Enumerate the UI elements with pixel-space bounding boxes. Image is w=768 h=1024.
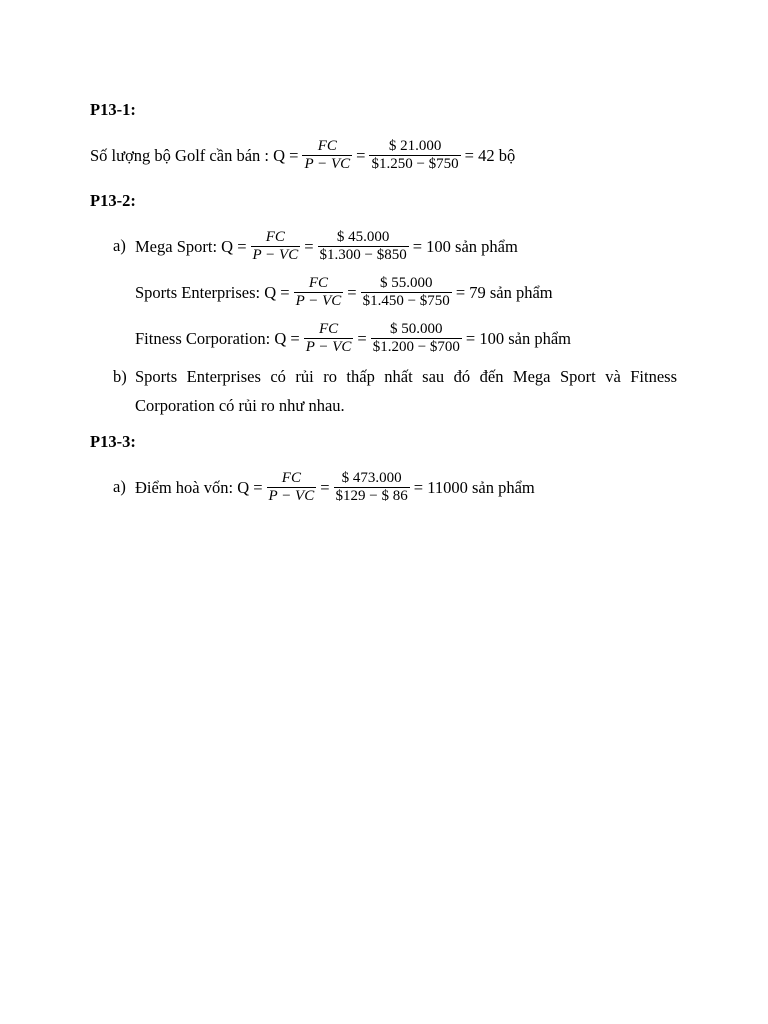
fraction-numerator: FC <box>304 321 354 339</box>
formula-fraction-symbolic <box>251 229 301 264</box>
fraction-denominator: $1.300 − $850 <box>319 247 407 263</box>
list-marker-a: a) <box>113 477 126 496</box>
fraction-numerator: FC <box>267 470 317 488</box>
formula-result: = 100 sản phẩm <box>465 328 571 348</box>
paragraph-line: Sports Enterprises có rủi ro thấp nhất sau đó đến Mega Sport và Fitness <box>135 367 677 386</box>
fraction-denominator: P − VC <box>252 247 299 263</box>
equals-sign: = <box>304 236 314 256</box>
fraction-denominator: $1.250 − $750 <box>371 156 459 172</box>
break-even-point-formula <box>135 470 535 505</box>
formula-fraction-numeric <box>371 321 462 356</box>
fraction-numerator: $ 50.000 <box>371 321 462 339</box>
equals-sign: = <box>357 328 367 348</box>
fraction-denominator: P − VC <box>295 293 342 309</box>
mega-sport-break-even-formula <box>135 229 518 264</box>
section-heading-p13-1: P13-1: <box>90 100 136 119</box>
formula-fraction-numeric <box>361 275 452 310</box>
fraction-numerator: FC <box>251 229 301 247</box>
fraction-numerator: $ 55.000 <box>361 275 452 293</box>
fraction-numerator: FC <box>294 275 344 293</box>
fraction-denominator: $1.200 − $700 <box>372 339 460 355</box>
formula-prefix: Sports Enterprises: Q = <box>135 282 290 302</box>
formula-fraction-numeric <box>334 470 410 505</box>
formula-fraction-numeric <box>318 229 409 264</box>
fitness-corporation-break-even-formula <box>135 321 571 356</box>
fraction-denominator: P − VC <box>304 156 351 172</box>
formula-prefix: Số lượng bộ Golf cần bán : Q = <box>90 145 299 165</box>
formula-prefix: Điểm hoà vốn: Q = <box>135 477 263 497</box>
paragraph-line: Corporation có rủi ro như nhau. <box>135 396 345 415</box>
list-marker-a: a) <box>113 236 126 255</box>
formula-prefix: Fitness Corporation: Q = <box>135 328 300 348</box>
formula-result: = 100 sản phẩm <box>412 236 518 256</box>
equals-sign: = <box>320 477 330 497</box>
fraction-denominator: P − VC <box>305 339 352 355</box>
fraction-numerator: $ 21.000 <box>369 138 460 156</box>
equals-sign: = <box>356 145 366 165</box>
formula-fraction-symbolic <box>267 470 317 505</box>
fraction-numerator: FC <box>302 138 352 156</box>
formula-fraction-numeric <box>369 138 460 173</box>
formula-result: = 11000 sản phẩm <box>413 477 535 497</box>
fraction-denominator: $1.450 − $750 <box>362 293 450 309</box>
list-marker-b: b) <box>113 367 127 386</box>
formula-prefix: Mega Sport: Q = <box>135 236 247 256</box>
sports-enterprises-break-even-formula <box>135 275 553 310</box>
fraction-numerator: $ 45.000 <box>318 229 409 247</box>
equals-sign: = <box>347 282 357 302</box>
formula-fraction-symbolic <box>302 138 352 173</box>
risk-comparison-paragraph <box>135 362 677 420</box>
formula-fraction-symbolic <box>294 275 344 310</box>
section-heading-p13-3: P13-3: <box>90 432 136 451</box>
formula-result: = 79 sản phẩm <box>455 282 553 302</box>
formula-result: = 42 bộ <box>464 145 516 165</box>
golf-sets-break-even-formula <box>90 138 515 173</box>
fraction-numerator: $ 473.000 <box>334 470 410 488</box>
fraction-denominator: $129 − $ 86 <box>335 488 408 504</box>
fraction-denominator: P − VC <box>268 488 315 504</box>
section-heading-p13-2: P13-2: <box>90 191 136 210</box>
formula-fraction-symbolic <box>304 321 354 356</box>
